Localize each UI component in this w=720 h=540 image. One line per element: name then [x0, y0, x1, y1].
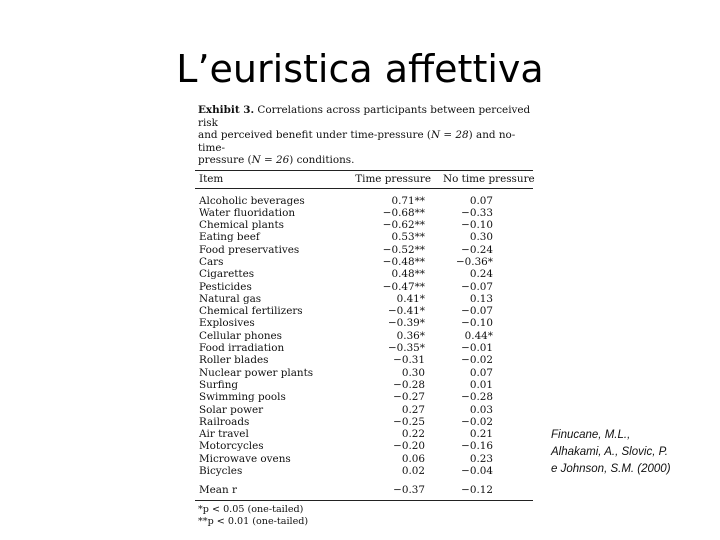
row-no-time-pressure: −0.04 [461, 465, 493, 478]
slide-title: L’euristica affettiva [176, 47, 544, 91]
row-no-time-pressure: 0.44* [464, 329, 493, 342]
caption-n: N = 28 [431, 129, 469, 141]
table-body [195, 189, 533, 478]
citation-line: Alhakami, A., Slovic, P. [551, 446, 668, 458]
table-row [195, 195, 533, 207]
row-item: Cellular phones [199, 329, 282, 342]
row-time-pressure: 0.02 [401, 465, 425, 478]
row-item: Bicycles [199, 465, 243, 478]
row-item: Microwave ovens [199, 452, 291, 465]
row-time-pressure: 0.27 [401, 403, 425, 416]
mean-label: Mean r [199, 484, 237, 497]
row-time-pressure: −0.41* [387, 305, 425, 318]
table-row [195, 404, 533, 416]
header-item: Item [199, 173, 224, 185]
caption-label: Exhibit 3. [198, 104, 255, 116]
row-item: Chemical plants [199, 219, 284, 232]
table-caption [198, 104, 533, 167]
row-no-time-pressure: −0.24 [461, 243, 493, 256]
table-row [195, 305, 533, 317]
table-row [195, 330, 533, 342]
header-no-time-pressure: No time pressure [443, 173, 535, 185]
table-row [195, 391, 533, 403]
row-no-time-pressure: −0.07 [461, 305, 493, 318]
row-no-time-pressure: 0.07 [469, 366, 493, 379]
row-no-time-pressure: 0.24 [469, 268, 493, 281]
table-row [195, 256, 533, 268]
row-item: Cars [199, 255, 224, 268]
row-time-pressure: 0.48** [391, 268, 425, 281]
table-row [195, 342, 533, 354]
row-item: Alcoholic beverages [199, 194, 305, 207]
row-item: Surfing [199, 378, 239, 391]
row-time-pressure: −0.62** [382, 219, 425, 232]
table-row [195, 293, 533, 305]
caption-n: N = 26 [251, 154, 290, 166]
row-item: Air travel [199, 428, 249, 441]
row-item: Swimming pools [199, 391, 286, 404]
row-no-time-pressure: −0.10 [461, 317, 493, 330]
row-no-time-pressure: 0.07 [469, 194, 493, 207]
row-no-time-pressure: −0.28 [461, 391, 493, 404]
note-significance-05: *p < 0.05 (one-tailed) [198, 504, 304, 516]
row-time-pressure: −0.25 [393, 415, 425, 428]
row-item: Natural gas [199, 292, 262, 305]
citation-line: e Johnson, S.M. (2000) [551, 463, 671, 475]
row-time-pressure: 0.06 [401, 452, 425, 465]
caption-text: and perceived benefit under time-pressure ( [198, 129, 431, 141]
row-no-time-pressure: −0.02 [461, 354, 493, 367]
row-no-time-pressure: 0.23 [469, 452, 493, 465]
row-item: Water fluoridation [199, 206, 296, 219]
header-time-pressure: Time pressure [355, 173, 431, 185]
row-item: Eating beef [199, 231, 260, 244]
table-row [195, 465, 533, 477]
citation [551, 427, 701, 478]
table-header [195, 171, 533, 188]
caption-text: ) and no-time- [198, 129, 516, 154]
row-time-pressure: −0.35* [387, 342, 425, 355]
table-row [195, 440, 533, 452]
row-time-pressure: −0.47** [382, 280, 425, 293]
table-row [195, 367, 533, 379]
row-item: Motorcycles [199, 440, 264, 453]
caption-text: ) conditions. [289, 154, 355, 166]
row-item: Pesticides [199, 280, 252, 293]
row-no-time-pressure: −0.33 [461, 206, 493, 219]
table-row [195, 281, 533, 293]
row-item: Railroads [199, 415, 250, 428]
table-row [195, 317, 533, 329]
table-row [195, 428, 533, 440]
row-item: Food preservatives [199, 243, 300, 256]
row-time-pressure: 0.53** [391, 231, 425, 244]
table-row-mean [195, 483, 533, 497]
row-no-time-pressure: −0.02 [461, 415, 493, 428]
row-time-pressure: −0.20 [393, 440, 425, 453]
table-row [195, 244, 533, 256]
mean-time-pressure: −0.37 [393, 484, 425, 497]
caption-text: pressure ( [198, 154, 252, 166]
row-item: Roller blades [199, 354, 269, 367]
row-item: Nuclear power plants [199, 366, 314, 379]
row-no-time-pressure: −0.16 [461, 440, 493, 453]
row-no-time-pressure: −0.10 [461, 219, 493, 232]
row-item: Food irradiation [199, 342, 285, 355]
citation-line: Finucane, M.L., [551, 429, 631, 441]
row-item: Solar power [199, 403, 264, 416]
table-row [195, 453, 533, 465]
row-no-time-pressure: 0.01 [469, 378, 493, 391]
row-time-pressure: −0.68** [382, 206, 425, 219]
row-item: Explosives [199, 317, 255, 330]
row-time-pressure: −0.48** [382, 255, 425, 268]
row-no-time-pressure: −0.07 [461, 280, 493, 293]
table-row [195, 231, 533, 243]
row-no-time-pressure: −0.36* [455, 255, 493, 268]
row-time-pressure: −0.31 [393, 354, 425, 367]
row-time-pressure: −0.27 [393, 391, 425, 404]
row-no-time-pressure: 0.30 [469, 231, 493, 244]
row-time-pressure: 0.71** [391, 194, 425, 207]
caption-text: Correlations across participants between perceived risk [198, 104, 531, 129]
row-time-pressure: −0.52** [382, 243, 425, 256]
row-no-time-pressure: 0.21 [469, 428, 493, 441]
row-time-pressure: −0.28 [393, 378, 425, 391]
note-significance-01: **p < 0.01 (one-tailed) [198, 515, 309, 527]
mean-no-time-pressure: −0.12 [461, 484, 493, 497]
row-time-pressure: 0.30 [401, 366, 425, 379]
row-no-time-pressure: 0.13 [469, 292, 493, 305]
row-item: Chemical fertilizers [199, 305, 303, 318]
row-item: Cigarettes [199, 268, 255, 281]
table-notes [198, 504, 533, 527]
row-time-pressure: 0.36* [396, 329, 425, 342]
table-row [195, 207, 533, 219]
table-row [195, 379, 533, 391]
row-time-pressure: −0.39* [387, 317, 425, 330]
table-row [195, 219, 533, 231]
row-no-time-pressure: −0.01 [461, 342, 493, 355]
row-time-pressure: 0.22 [401, 428, 425, 441]
table-row [195, 268, 533, 280]
table-row [195, 354, 533, 366]
row-no-time-pressure: 0.03 [469, 403, 493, 416]
row-time-pressure: 0.41* [396, 292, 425, 305]
correlation-table-exhibit [195, 104, 533, 527]
table-row [195, 416, 533, 428]
table-bottom-rule [195, 500, 533, 501]
